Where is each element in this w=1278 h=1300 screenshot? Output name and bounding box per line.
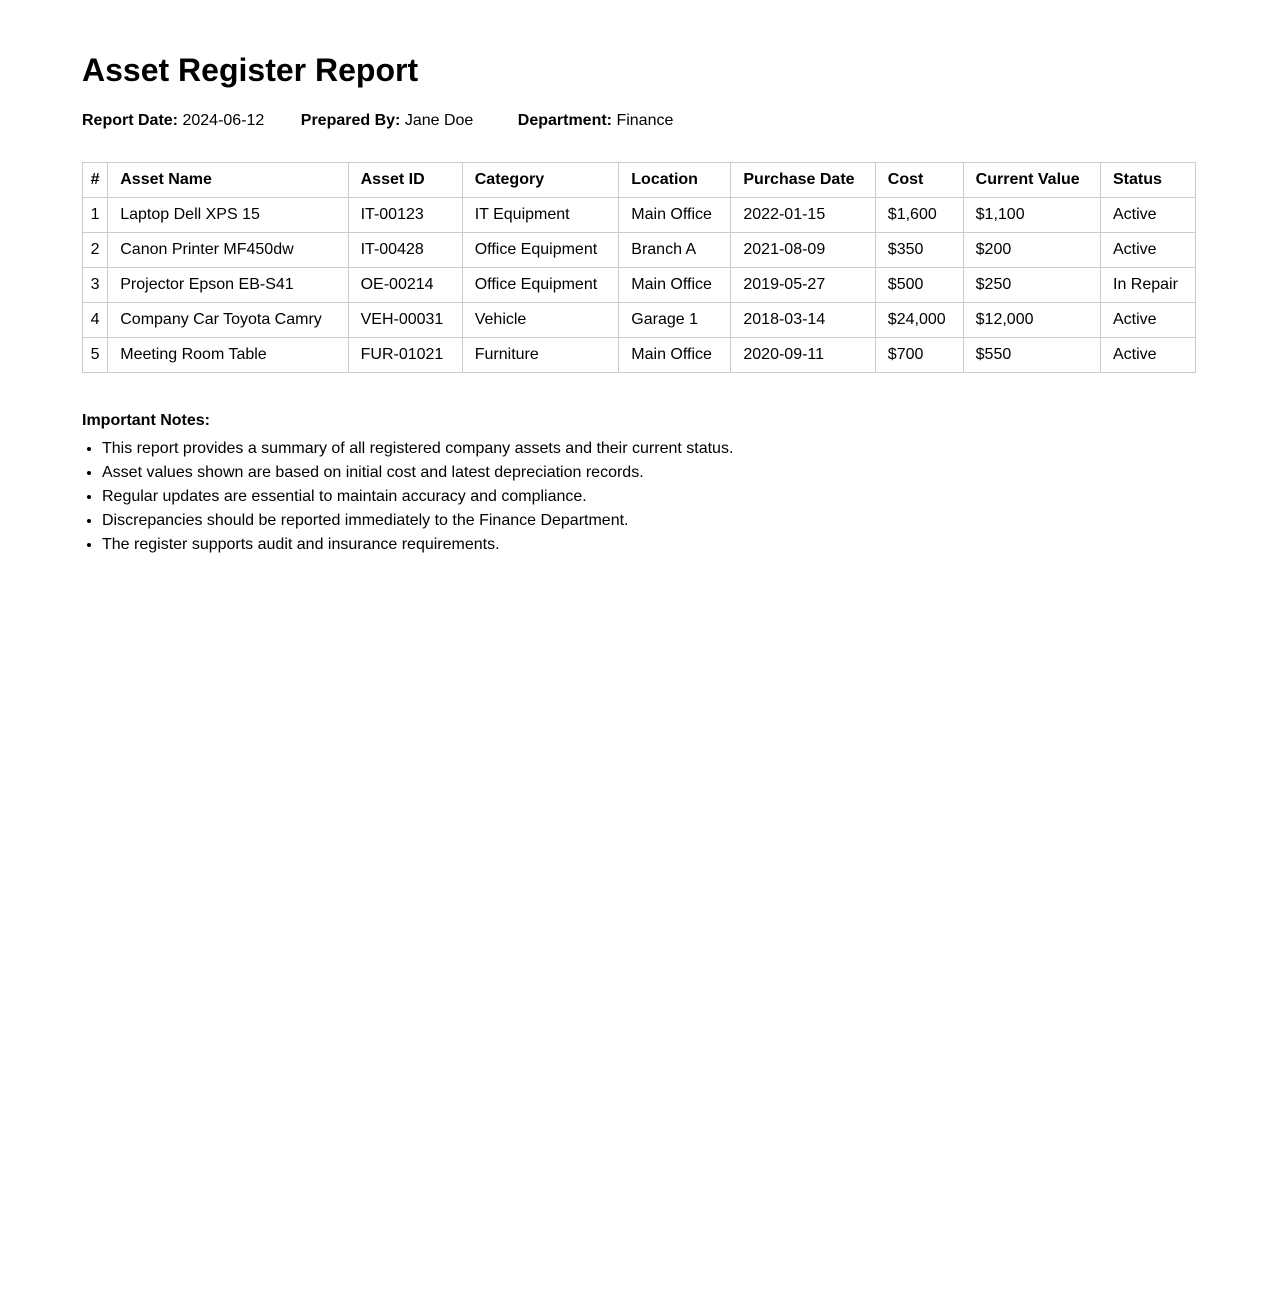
col-header-cost: Cost xyxy=(875,163,963,198)
table-row xyxy=(83,338,1196,373)
list-item: • The register supports audit and insurance requirements. xyxy=(102,533,1196,557)
prepared-by-label: Prepared By: xyxy=(300,112,401,129)
cell-status: Active xyxy=(1101,233,1196,268)
cell-number: 2 xyxy=(83,233,108,268)
cell-purchase-date: 2018-03-14 xyxy=(731,303,875,338)
page-title: Asset Register Report xyxy=(82,52,419,88)
asset-table xyxy=(82,162,1196,373)
table-row xyxy=(83,268,1196,303)
cell-status: Active xyxy=(1101,303,1196,338)
cell-asset-name: Canon Printer MF450dw xyxy=(108,233,348,268)
col-header-current-value: Current Value xyxy=(963,163,1100,198)
cell-number: 5 xyxy=(83,338,108,373)
list-item: • Asset values shown are based on initial cost and latest depreciation records. xyxy=(102,461,1196,485)
col-header-asset-name: Asset Name xyxy=(108,163,348,198)
report-date-label: Report Date: xyxy=(82,112,179,129)
cell-location: Branch A xyxy=(619,233,731,268)
col-header-number: # xyxy=(83,163,108,198)
list-item: • Discrepancies should be reported immediately to the Finance Department. xyxy=(102,509,1196,533)
cell-location: Main Office xyxy=(619,268,731,303)
col-header-status: Status xyxy=(1101,163,1196,198)
cell-purchase-date: 2021-08-09 xyxy=(731,233,875,268)
cell-number: 4 xyxy=(83,303,108,338)
report-date xyxy=(82,110,264,132)
prepared-by xyxy=(301,110,474,132)
cell-asset-name: Meeting Room Table xyxy=(108,338,348,373)
cell-number: 3 xyxy=(83,268,108,303)
col-header-location: Location xyxy=(619,163,731,198)
cell-asset-name: Company Car Toyota Camry xyxy=(108,303,348,338)
report-date-value: 2024-06-12 xyxy=(182,112,265,129)
department xyxy=(518,110,674,132)
list-item: • This report provides a summary of all registered company assets and their current status. xyxy=(102,437,1196,461)
col-header-category: Category xyxy=(462,163,619,198)
cell-cost: $24,000 xyxy=(875,303,963,338)
department-label: Department: xyxy=(517,112,612,129)
cell-location: Garage 1 xyxy=(619,303,731,338)
cell-current-value: $1,100 xyxy=(963,198,1100,233)
cell-number: 1 xyxy=(83,198,108,233)
cell-purchase-date: 2022-01-15 xyxy=(731,198,875,233)
cell-asset-name: Laptop Dell XPS 15 xyxy=(108,198,348,233)
cell-asset-id: VEH-00031 xyxy=(348,303,462,338)
cell-category: Office Equipment xyxy=(462,268,619,303)
cell-current-value: $550 xyxy=(963,338,1100,373)
cell-asset-id: IT-00123 xyxy=(348,198,462,233)
table-header-row xyxy=(83,163,1196,198)
list-item: • Regular updates are essential to maintain accuracy and compliance. xyxy=(102,485,1196,509)
table-row xyxy=(83,233,1196,268)
prepared-by-value: Jane Doe xyxy=(404,112,474,129)
cell-cost: $350 xyxy=(875,233,963,268)
cell-purchase-date: 2020-09-11 xyxy=(731,338,875,373)
cell-status: Active xyxy=(1101,338,1196,373)
cell-location: Main Office xyxy=(619,198,731,233)
cell-cost: $1,600 xyxy=(875,198,963,233)
cell-status: Active xyxy=(1101,198,1196,233)
notes-list xyxy=(82,437,1196,557)
cell-current-value: $200 xyxy=(963,233,1100,268)
cell-current-value: $250 xyxy=(963,268,1100,303)
cell-location: Main Office xyxy=(619,338,731,373)
cell-cost: $500 xyxy=(875,268,963,303)
col-header-asset-id: Asset ID xyxy=(348,163,462,198)
table-row xyxy=(83,303,1196,338)
table-row xyxy=(83,198,1196,233)
cell-current-value: $12,000 xyxy=(963,303,1100,338)
cell-category: Furniture xyxy=(462,338,619,373)
cell-category: IT Equipment xyxy=(462,198,619,233)
department-value: Finance xyxy=(616,112,674,129)
cell-status: In Repair xyxy=(1101,268,1196,303)
cell-category: Office Equipment xyxy=(462,233,619,268)
report-meta xyxy=(82,110,1196,132)
cell-purchase-date: 2019-05-27 xyxy=(731,268,875,303)
cell-asset-id: IT-00428 xyxy=(348,233,462,268)
notes-section xyxy=(82,411,1196,557)
cell-asset-id: OE-00214 xyxy=(348,268,462,303)
cell-category: Vehicle xyxy=(462,303,619,338)
cell-asset-id: FUR-01021 xyxy=(348,338,462,373)
cell-cost: $700 xyxy=(875,338,963,373)
report-page xyxy=(0,0,1278,557)
col-header-purchase-date: Purchase Date xyxy=(731,163,875,198)
cell-asset-name: Projector Epson EB-S41 xyxy=(108,268,348,303)
notes-title: Important Notes: xyxy=(82,412,210,429)
